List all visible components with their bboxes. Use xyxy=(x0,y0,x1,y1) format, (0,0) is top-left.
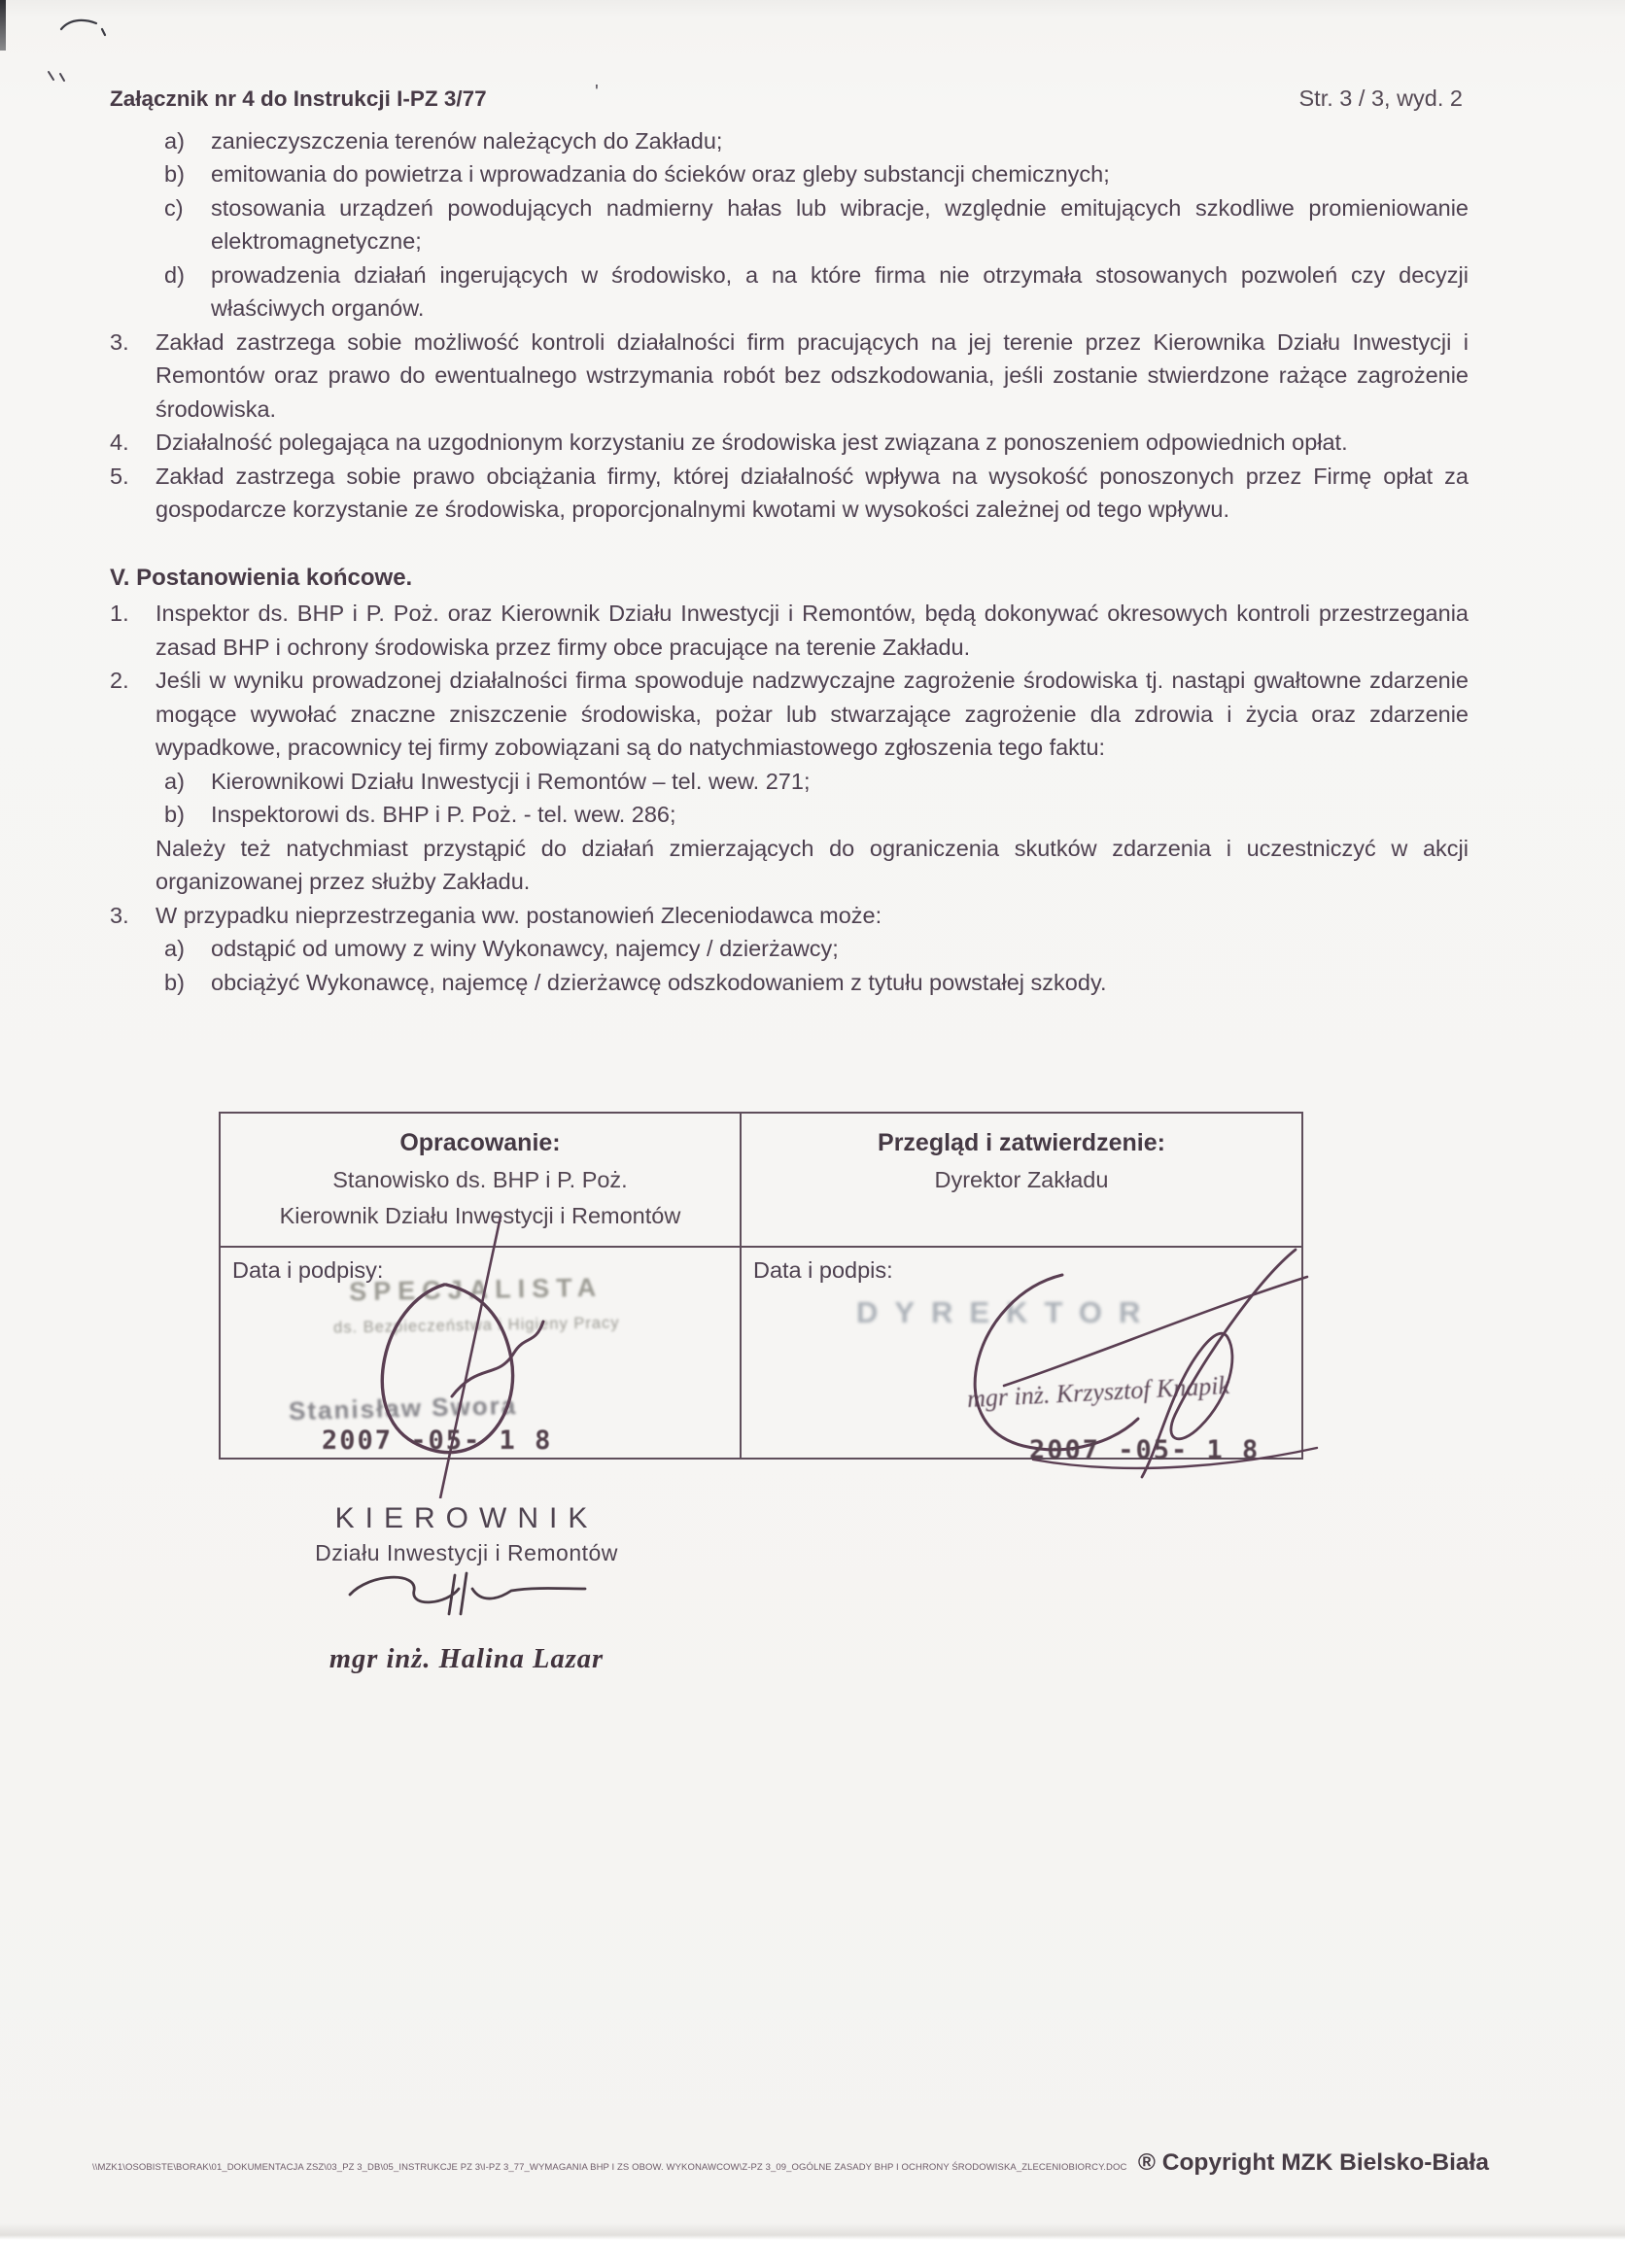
attachment-title: Załącznik nr 4 do Instrukcji I-PZ 3/77 xyxy=(110,86,487,111)
list-text: zanieczyszczenia terenów należących do Zakładu; xyxy=(211,127,723,154)
column-role: Dyrektor Zakładu xyxy=(934,1167,1109,1192)
kierownik-stamp xyxy=(258,1502,675,1676)
list-text: Inspektor ds. BHP i P. Poż. oraz Kierownik Działu Inwestycji i Remontów, będą dokonywać okresowych kontroli przestrzegania zasad BHP i ochrony środowiska przez firmy obce pracujące na terenie Zakładu. xyxy=(156,601,1469,660)
list-marker: 3. xyxy=(110,902,129,928)
approval-table xyxy=(219,1112,1303,1465)
stamp-name: Stanisław Swora xyxy=(288,1390,518,1426)
list-item xyxy=(164,191,1469,258)
list-item xyxy=(110,597,1469,664)
column-role: Stanowisko ds. BHP i P. Poż. xyxy=(332,1167,628,1192)
list-marker: a) xyxy=(164,127,185,154)
stamp-line: ds. Bezpieczeństwa i Higieny Pracy xyxy=(332,1313,620,1337)
list-item xyxy=(164,157,1469,191)
list-item xyxy=(110,832,1469,899)
list-marker: 5. xyxy=(110,463,129,489)
list-text: Działalność polegająca na uzgodnionym korzystaniu ze środowiska jest związana z ponoszeniem odpowiednich opłat. xyxy=(156,430,1348,455)
list-text: emitowania do powietrza i wprowadzania do ścieków oraz gleby substancji chemicznych; xyxy=(211,161,1110,187)
signature-cell-right xyxy=(742,1248,1301,1465)
list-text: Zakład zastrzega sobie możliwość kontroli działalności firm pracujących na jej terenie przez Kierownika Działu Inwestycji i Remontów oraz prawo do ewentualnego wstrzymania robót bez odszkodowania, jeśli zostanie stwierdzone rażące zagrożenie środowiska. xyxy=(156,328,1469,422)
list-marker: b) xyxy=(164,161,185,187)
document-header xyxy=(110,82,1469,117)
stamp-name: mgr inż. Krzysztof Knapik xyxy=(966,1370,1230,1414)
signature-label: Data i podpisy: xyxy=(232,1257,384,1283)
list-text: stosowania urządzeń powodujących nadmierny hałas lub wibracje, względnie emitujących szkodliwe promieniowanie elektromagnetyczne; xyxy=(211,194,1469,254)
list-marker: b) xyxy=(164,802,185,827)
column-title: Przegląd i zatwierdzenie: xyxy=(878,1129,1165,1156)
list-item xyxy=(164,124,1469,158)
list-note: Należy też natychmiast przystąpić do działań zmierzających do ograniczenia skutków zdarzenia i uczestniczyć w akcji organizowanej przez służby Zakładu. xyxy=(156,835,1469,894)
page-number: Str. 3 / 3, wyd. 2 xyxy=(1298,86,1463,111)
scan-edge-artifact xyxy=(0,0,6,51)
date-stamp: 2007 -05- 1 8 xyxy=(1028,1434,1261,1465)
signature-cell-left xyxy=(221,1248,742,1458)
list-text: odstąpić od umowy z winy Wykonawcy, najemcy / dzierżawcy; xyxy=(211,936,839,961)
list-text: prowadzenia działań ingerujących w środowisko, a na które firma nie otrzymała stosowanych pozwoleń czy decyzji właściwych organów. xyxy=(211,261,1469,321)
column-title: Opracowanie: xyxy=(399,1129,561,1156)
list-marker: 1. xyxy=(110,601,129,626)
list-marker: b) xyxy=(164,969,185,995)
kierownik-name: mgr inż. Halina Lazar xyxy=(328,1643,605,1674)
document-footer xyxy=(92,2149,1489,2177)
list-item xyxy=(164,966,1469,1000)
copyright-notice: ® Copyright MZK Bielsko-Biała xyxy=(1137,2149,1489,2176)
list-text: Jeśli w wyniku prowadzonej działalności firma spowoduje nadzwyczajne zagrożenie środowiska tj. nastąpi gwałtowne zdarzenie mogące wywołać znaczne zniszczenie środowiska, pożar lub stwarzające zagrożenie dla zdrowia i życia oraz zdarzenie wypadkowe, pracownicy tej firmy zobowiązani są do natychmiastowego zgłoszenia tego faktu: xyxy=(156,668,1469,760)
signature-ink-kierownik xyxy=(321,1565,612,1620)
director-stamp: DYREKTOR xyxy=(855,1295,1158,1329)
signature-label: Data i podpis: xyxy=(752,1257,893,1283)
stamp-line: KIEROWNIK xyxy=(334,1502,599,1534)
list-marker: a) xyxy=(164,936,185,961)
list-text: Inspektorowi ds. BHP i P. Poż. - tel. wew. 286; xyxy=(211,802,676,827)
list-text: W przypadku nieprzestrzegania ww. postanowień Zleceniodawca może: xyxy=(156,902,882,928)
date-stamp: 2007 -05- 1 8 xyxy=(322,1425,553,1456)
list-item xyxy=(164,932,1469,966)
list-item xyxy=(110,426,1469,460)
ink-speck: ' xyxy=(595,82,599,103)
pen-mark-icon xyxy=(53,12,121,41)
list-marker: 3. xyxy=(110,328,129,355)
stamp-line: Działu Inwestycji i Remontów xyxy=(315,1539,618,1565)
table-header-opracowanie xyxy=(221,1114,742,1248)
list-marker: c) xyxy=(164,194,184,221)
table-header-przeglad xyxy=(742,1114,1301,1248)
list-marker: 2. xyxy=(110,668,129,693)
column-role: Kierownik Działu Inwestycji i Remontów xyxy=(279,1203,681,1228)
list-text: Zakład zastrzega sobie prawo obciążania firmy, której działalność wpływa na wysokość ponoszonych przez Firmę opłat za gospodarcze korzystanie ze środowiska, proporcjonalnymi kwotami w wysokości zależnej od tego wpływu. xyxy=(156,463,1469,522)
stamp-line: SPECJALISTA xyxy=(348,1272,604,1307)
file-path: \\MZK1\OSOBISTE\BORAK\01_DOKUMENTACJA ZSZ\03_PZ 3_DB\05_INSTRUKCJE PZ 3\I-PZ 3_77_WYMAGANIA BHP I ZS OBOW. WYKONAWCOW\Z-PZ 3_09_OGÓLNE ZASADY BHP I OCHRONY ŚRODOWISKA_ZLECENIOBIORCY.DOC xyxy=(92,2162,1127,2173)
pen-mark-icon xyxy=(43,64,91,89)
list-marker: 4. xyxy=(110,430,129,455)
list-item xyxy=(110,326,1469,427)
list-item xyxy=(164,798,1469,832)
list-text: Kierownikowi Działu Inwestycji i Remontów – tel. wew. 271; xyxy=(211,768,811,794)
specialist-stamp xyxy=(305,1270,646,1345)
list-item xyxy=(110,899,1469,933)
section-heading: V. Postanowienia końcowe. xyxy=(110,564,413,591)
list-item xyxy=(164,765,1469,799)
list-marker: a) xyxy=(164,768,185,794)
list-item xyxy=(110,460,1469,527)
list-text: obciążyć Wykonawcę, najemcę / dzierżawcę odszkodowaniem z tytułu powstałej szkody. xyxy=(211,969,1107,995)
list-item xyxy=(164,258,1469,326)
list-marker: d) xyxy=(164,261,185,288)
document-body xyxy=(110,82,1469,1676)
list-item xyxy=(110,664,1469,765)
